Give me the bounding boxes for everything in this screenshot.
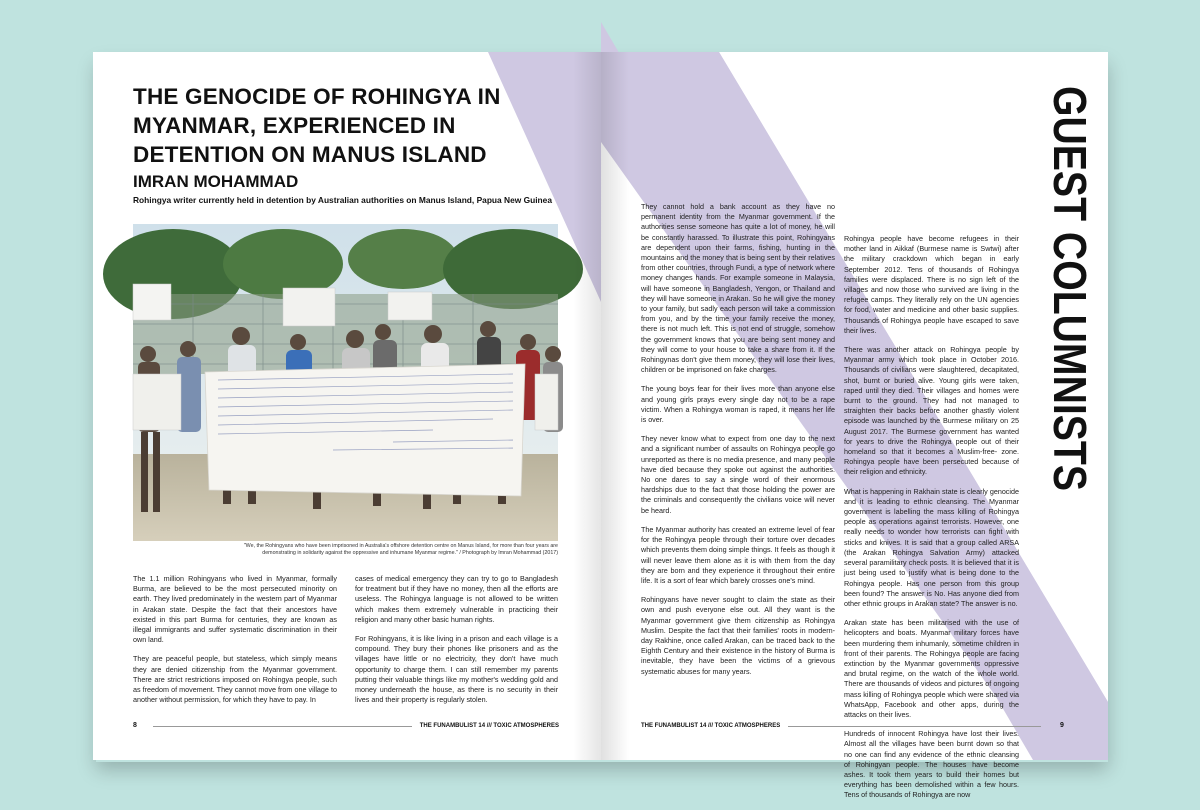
protest-photo [133,224,558,541]
paragraph: They cannot hold a bank account as they have no permanent identity from the Myanmar government. If the authorities sense someone has quite a lot of money, he will be constantly harassed. To illustrate this point, Rohingyans are dependent upon their farms, fishing, hunting in the mountains and the money that is being sent by their relatives from other countries, through Fundi, a type of network where money changes hands. For example someone in Malaysia, will have someone in Bangladesh, Yengon, or Thailand and they will have someone in Arakan. So he will give the money to your family, but sadly each person will take a commission from you, and by the time your family receive the money, there is not much left. This is not end of struggle, somehow the government knows that you are being sent money and they will come to your house to take a share from it. If the Rohingynas don't give them money, they will lose their lives, children or be imprisoned on fake charges. [641,202,835,375]
paragraph: What is happening in Rakhain state is clearly genocide and it is leading to ethnic cleansing. The Myanmar government is labelling the mass killing of Rohingya people as operations against terrorists. However, one really needs to wonder how terrorists can fight with sticks and knives. It is said that a group called ARSA (the Arakan Rohingya Salvation Army) attacked several paramilitary check posts. It is believed that it is just being used to justify what is being done to the Rohingya people. Has one person from this group been found? The answer is No. Has anyone died from other ethnic groups in Arakan state? The answer is no. [844,486,1019,608]
left-column-1 [133,574,337,714]
paragraph: cases of medical emergency they can try to go to Bangladesh for treatment but if they have no money, then all the efforts are useless. The Rohingya language is not allowed to be written which makes them extremely vulnerable in practicing their religion and many other basic human rights. [355,574,558,624]
page-footer-left [153,723,559,729]
page-number-left: 8 [133,722,137,729]
footer-rule [788,726,1041,727]
left-column-2 [355,574,558,714]
paragraph: For Rohingyans, it is like living in a prison and each village is a compound. They bury their phones like prisoners and as the villages have little or no electricity, they don't have much opportunity to charge them. I can still remember my parents putting their valuable things like my mother's wedding gold and money underneath the house, as there is no security in their lives and their property is regularly stolen. [355,634,558,705]
paragraph: Hundreds of innocent Rohingya have lost their lives. Almost all the villages have been burnt down so that no one can find any evidence of the ethnic cleansing of Rohingyan people. The houses have become ashes. It took them years to build their homes but everything has been demolished within a few hours. Tens of thousands of Rohingya are now [844,729,1019,800]
paragraph: The 1.1 million Rohingyans who lived in Myanmar, formally Burma, are believed to be the most persecuted minority on earth. They lived predominately in the western part of Myanmar in Arakan state. Despite the fact that their ancestors have existed in this part Burma for centuries, they are known as illegal immigrants and suffer systematic discrimination in their own land. [133,574,337,645]
author-subtitle: Rohingya writer currently held in detention by Australian authorities on Manus Island, Papua New Guinea [133,195,552,205]
paragraph: Rohingya people have become refugees in their mother land in Aikkaf (Burmese name is Swtwi) after the military crackdown which began in early September 2012. Tens of thousands of Rohingya families were displaced. There is no sign left of the villages and now those who survived are living in the refugee camps. They literally rely on the UN agencies for food, water and medicine and other basic supplies. Thousands of Rohingya people have escaped to save their lives. [844,234,1019,335]
photo-caption: "We, the Rohingyans who have been imprisoned in Australia's offshore detention centre on Manus Island, for more than four years are demonstrating in solidarity against the oppressive and inhumane Myanmar regime." / Photograph by Imran Mohammad (2017) [243,543,558,556]
paragraph: Rohingyans have never sought to claim the state as their own and push everyone else out. All they want is the Myanmar government give them citizenship as Rohingya Muslim. Despite the fact that their families' roots in modern-day Rakhine, once called Arakan, can be traced back to the Eighth Century and their existence in the history of Burma is inevitable, they have been the victims of a grievous systematic abuses for many years. [641,595,835,676]
left-page [93,52,601,760]
footer-rule [153,726,412,727]
paragraph: They are peaceful people, but stateless, which simply means they are denied citizenship from the Myanmar government. There are strict restrictions imposed on Rohingya people, such as freedom of movement. They cannot move from one village to another without permission, for which they have to pay. In [133,654,337,705]
paragraph: There was another attack on Rohingya people by Myanmar army which took place in October 2016. Thousands of civilians were slaughtered, decapitated, shot, burnt or buried alive. Young girls were taken, raped until they died. Their villages and homes were burnt to the ground. They had not managed to straighten their backs before another ghastly violent episode was launched by the Burmese military on 25 August 2017. The Burmese government has wanted for years to drive the Rohingya people out of their homeland so that it becomes a Muslim-free- zone. Rohingya people have been persecuted because of their religion and ethnicity. [844,345,1019,477]
article-title: THE GENOCIDE OF ROHINGYA IN MYANMAR, EXPERIENCED IN DETENTION ON MANUS ISLAND [133,84,501,167]
author-name: IMRAN MOHAMMAD [133,172,299,191]
paragraph: The Myanmar authority has created an extreme level of fear for the Rohingya people through their torture over decades which prevents them doing simple things. It feels as though it will never leave them alone as it is with them from the day they are born and they experience it throughout their entire life. It is a sort of fear which barely crosses one's mind. [641,524,835,585]
protest-photo-image [133,224,558,541]
right-column-1 [641,202,835,686]
footer-text: THE FUNAMBULIST 14 /// TOXIC ATMOSPHERES [419,723,559,729]
paragraph: Arakan state has been militarised with the use of helicopters and boats. Myanmar military forces have been murdering them inhumanly, sometime children in front of their parents. The Rohingya people are facing extinction by the Myanmar governments oppressive and brutal regime, on the watch of the whole world. There are thousands of videos and pictures of ongoing mass killing of Rohingya people which were shared via WhatsApp, Facebook and other apps, during the attacks on their lives. [844,618,1019,719]
right-page [601,52,1108,800]
section-label-vertical [1026,82,1096,562]
paragraph: They never know what to expect from one day to the next and a significant number of assaults on Rohingya people go unreported as there is no media presence, and many people have died because they spoke out against the authorities. No one dares to say a single word of their enormous hardships due to the fact that those holding the power are the criminals and consequently the civilians voice will never be heard. [641,434,835,515]
page-footer-right [641,723,1041,729]
paragraph: The young boys fear for their lives more than anyone else and young girls prays every single day not to be a rape victim. When a Rohingya woman is raped, it means her life is over. [641,384,835,425]
footer-text: THE FUNAMBULIST 14 /// TOXIC ATMOSPHERES [641,723,781,729]
page-number-right: 9 [1060,722,1064,729]
section-label-text: GUEST COLUMNISTS [1044,86,1096,562]
